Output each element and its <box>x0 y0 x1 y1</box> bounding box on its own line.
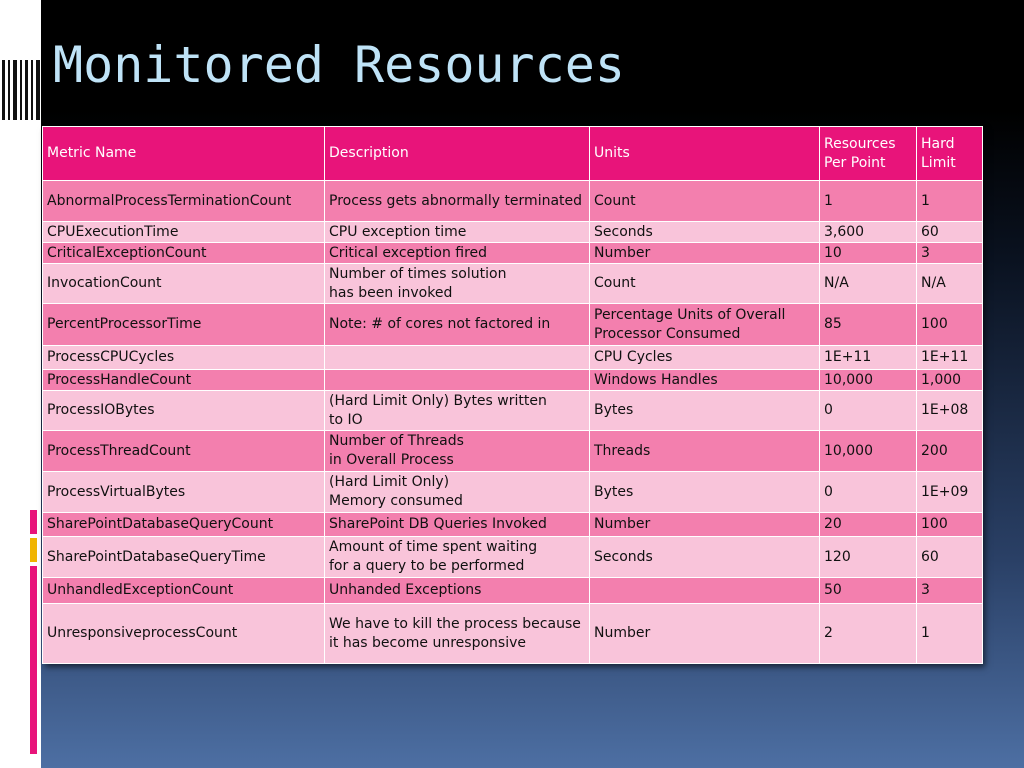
cell-text-line: 10,000 <box>824 442 873 459</box>
cell-text-line: Unhanded Exceptions <box>329 582 482 598</box>
table-row <box>43 370 983 391</box>
cell-resources-per-point <box>820 370 917 391</box>
cell-text-line: (Hard Limit Only) <box>329 474 450 490</box>
cell-text-line: 60 <box>921 548 939 565</box>
cell-text-line: Number <box>594 516 651 532</box>
cell-text-line: ProcessThreadCount <box>47 442 191 459</box>
cell-metric-name <box>43 513 325 537</box>
accent-bar-pink-long <box>30 566 37 754</box>
cell-text-line: We have to kill the process because <box>329 615 581 632</box>
cell-resources-per-point <box>820 578 917 604</box>
table-row <box>43 304 983 346</box>
cell-text-line: Processor Consumed <box>594 325 741 342</box>
cell-units <box>590 472 820 513</box>
cell-hard-limit <box>917 537 983 578</box>
cell-description <box>325 431 590 472</box>
cell-metric-name <box>43 181 325 222</box>
cell-text-line: Hard <box>921 135 955 152</box>
cell-text-line: 10,000 <box>824 371 873 388</box>
cell-text-line: Threads <box>594 442 651 459</box>
cell-text-line: SharePoint DB Queries Invoked <box>329 516 547 532</box>
cell-text-line: 1 <box>921 625 930 641</box>
cell-description <box>325 370 590 391</box>
cell-text-line: N/A <box>824 275 849 291</box>
cell-text-line: AbnormalProcessTerminationCount <box>47 192 292 209</box>
cell-text-line: Windows Handles <box>594 371 718 388</box>
column-header-units <box>590 127 820 181</box>
cell-units <box>590 304 820 346</box>
cell-text-line: for a query to be performed <box>329 558 525 574</box>
table-row <box>43 243 983 264</box>
cell-resources-per-point <box>820 431 917 472</box>
cell-resources-per-point <box>820 537 917 578</box>
cell-units <box>590 264 820 304</box>
cell-units <box>590 537 820 578</box>
cell-text-line: to IO <box>329 411 363 428</box>
cell-text-line: N/A <box>921 275 946 291</box>
cell-units <box>590 222 820 243</box>
cell-text-line: Count <box>594 275 636 291</box>
cell-text-line: Bytes <box>594 483 634 500</box>
cell-text-line: ProcessCPUCycles <box>47 349 175 365</box>
slide-title: Monitored Resources <box>53 36 625 94</box>
cell-description <box>325 346 590 370</box>
cell-description <box>325 222 590 243</box>
cell-text-line: 1 <box>824 192 833 209</box>
cell-description <box>325 243 590 264</box>
cell-hard-limit <box>917 391 983 431</box>
cell-hard-limit <box>917 578 983 604</box>
cell-text-line: ProcessIOBytes <box>47 402 155 418</box>
cell-text-line: (Hard Limit Only) Bytes written <box>329 392 547 409</box>
cell-resources-per-point <box>820 243 917 264</box>
cell-description <box>325 472 590 513</box>
cell-text-line: 20 <box>824 516 842 532</box>
table-row <box>43 264 983 304</box>
cell-text-line: has been invoked <box>329 284 453 301</box>
cell-text-line: UnhandledExceptionCount <box>47 582 234 598</box>
table-row <box>43 513 983 537</box>
cell-text-line: Number <box>594 625 651 641</box>
cell-text-line: Per Point <box>824 154 886 171</box>
cell-description <box>325 304 590 346</box>
column-header-hard-limit <box>917 127 983 181</box>
cell-text-line: 0 <box>824 402 833 418</box>
cell-units <box>590 346 820 370</box>
cell-metric-name <box>43 346 325 370</box>
cell-metric-name <box>43 604 325 664</box>
monitored-resources-table <box>42 126 983 664</box>
cell-resources-per-point <box>820 304 917 346</box>
cell-text-line: Memory consumed <box>329 493 463 509</box>
cell-hard-limit <box>917 513 983 537</box>
cell-text-line: in Overall Process <box>329 452 454 468</box>
cell-text-line: Number of times solution <box>329 265 507 282</box>
cell-metric-name <box>43 304 325 346</box>
column-header-metric-name <box>43 127 325 181</box>
cell-text-line: Description <box>329 145 409 161</box>
cell-text-line: CPUExecutionTime <box>47 223 179 240</box>
table-row <box>43 578 983 604</box>
cell-units <box>590 431 820 472</box>
column-header-description <box>325 127 590 181</box>
cell-text-line: 1E+11 <box>921 349 969 365</box>
cell-hard-limit <box>917 604 983 664</box>
cell-text-line: 100 <box>921 316 948 332</box>
cell-text-line: 50 <box>824 582 842 598</box>
cell-units <box>590 391 820 431</box>
cell-hard-limit <box>917 472 983 513</box>
cell-text-line: Seconds <box>594 548 653 565</box>
cell-text-line: 120 <box>824 548 851 565</box>
cell-text-line: Percentage Units of Overall <box>594 306 786 323</box>
cell-description <box>325 513 590 537</box>
cell-resources-per-point <box>820 604 917 664</box>
cell-description <box>325 537 590 578</box>
cell-text-line: 100 <box>921 516 948 532</box>
cell-text-line: Count <box>594 192 636 209</box>
cell-resources-per-point <box>820 513 917 537</box>
cell-text-line: Number <box>594 244 651 261</box>
accent-bar-gold <box>30 538 37 562</box>
cell-hard-limit <box>917 222 983 243</box>
decorative-lines <box>0 60 41 120</box>
cell-resources-per-point <box>820 346 917 370</box>
cell-text-line: Limit <box>921 154 956 171</box>
cell-text-line: Note: # of cores not factored in <box>329 316 551 332</box>
cell-units <box>590 243 820 264</box>
accent-bar-pink <box>30 510 37 534</box>
cell-hard-limit <box>917 370 983 391</box>
cell-text-line: Seconds <box>594 223 653 240</box>
cell-metric-name <box>43 431 325 472</box>
cell-metric-name <box>43 222 325 243</box>
cell-description <box>325 181 590 222</box>
cell-text-line: 0 <box>824 483 833 500</box>
cell-text-line: Number of Threads <box>329 433 464 449</box>
table-header-row <box>43 127 983 181</box>
cell-units <box>590 578 820 604</box>
cell-text-line: SharePointDatabaseQueryTime <box>47 548 266 565</box>
cell-text-line: 60 <box>921 223 939 240</box>
cell-description <box>325 604 590 664</box>
cell-text-line: 1,000 <box>921 371 962 388</box>
cell-metric-name <box>43 243 325 264</box>
cell-text-line: Units <box>594 145 630 161</box>
cell-text-line: Critical exception fired <box>329 244 488 261</box>
cell-metric-name <box>43 578 325 604</box>
cell-text-line: InvocationCount <box>47 275 162 291</box>
cell-text-line: 2 <box>824 625 833 641</box>
cell-units <box>590 181 820 222</box>
cell-text-line: 3 <box>921 582 930 598</box>
cell-text-line: SharePointDatabaseQueryCount <box>47 516 274 532</box>
cell-resources-per-point <box>820 264 917 304</box>
cell-text-line: UnresponsiveprocessCount <box>47 625 238 641</box>
cell-hard-limit <box>917 181 983 222</box>
cell-text-line: CriticalExceptionCount <box>47 244 207 261</box>
table-row <box>43 346 983 370</box>
cell-metric-name <box>43 472 325 513</box>
cell-hard-limit <box>917 346 983 370</box>
cell-metric-name <box>43 391 325 431</box>
resources-table-container <box>42 126 982 664</box>
cell-hard-limit <box>917 304 983 346</box>
cell-text-line: 1E+08 <box>921 402 969 418</box>
cell-text-line: 200 <box>921 442 948 459</box>
table-row <box>43 472 983 513</box>
cell-text-line: 3 <box>921 244 930 261</box>
cell-metric-name <box>43 370 325 391</box>
cell-text-line: CPU exception time <box>329 223 467 240</box>
cell-text-line: PercentProcessorTime <box>47 316 202 332</box>
cell-metric-name <box>43 537 325 578</box>
cell-metric-name <box>43 264 325 304</box>
cell-resources-per-point <box>820 222 917 243</box>
cell-text-line: 1E+09 <box>921 483 969 500</box>
cell-resources-per-point <box>820 391 917 431</box>
cell-text-line: 85 <box>824 316 842 332</box>
cell-description <box>325 391 590 431</box>
table-row <box>43 604 983 664</box>
cell-units <box>590 604 820 664</box>
cell-text-line: ProcessHandleCount <box>47 371 192 388</box>
cell-text-line: Amount of time spent waiting <box>329 539 538 555</box>
cell-text-line: ProcessVirtualBytes <box>47 483 186 500</box>
cell-hard-limit <box>917 243 983 264</box>
cell-text-line: 3,600 <box>824 223 865 240</box>
table-row <box>43 181 983 222</box>
column-header-resources-per-point <box>820 127 917 181</box>
cell-description <box>325 578 590 604</box>
cell-description <box>325 264 590 304</box>
cell-text-line: Bytes <box>594 402 634 418</box>
cell-resources-per-point <box>820 181 917 222</box>
table-row <box>43 391 983 431</box>
cell-text-line: Resources <box>824 135 896 152</box>
cell-resources-per-point <box>820 472 917 513</box>
cell-text-line: 1E+11 <box>824 349 872 365</box>
table-row <box>43 431 983 472</box>
cell-units <box>590 370 820 391</box>
cell-hard-limit <box>917 431 983 472</box>
cell-text-line: CPU Cycles <box>594 349 673 365</box>
cell-text-line: 1 <box>921 192 930 209</box>
cell-units <box>590 513 820 537</box>
table-row <box>43 222 983 243</box>
table-row <box>43 537 983 578</box>
cell-text-line: 10 <box>824 244 842 261</box>
cell-text-line: it has become unresponsive <box>329 634 526 651</box>
cell-hard-limit <box>917 264 983 304</box>
cell-text-line: Process gets abnormally terminated <box>329 192 583 209</box>
cell-text-line: Metric Name <box>47 145 137 161</box>
